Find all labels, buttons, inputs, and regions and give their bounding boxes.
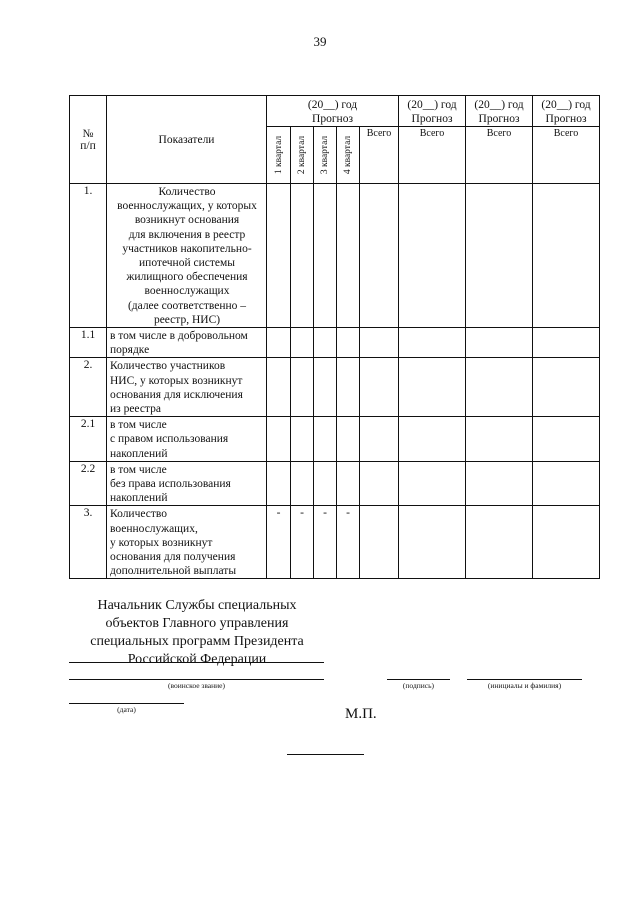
indicator-line: военнослужащих, у которых <box>117 200 257 213</box>
indicator-line: в том числе <box>110 463 167 476</box>
header-quarter-3 <box>314 127 337 184</box>
header-year-3 <box>466 96 533 127</box>
header-year-1 <box>267 96 399 127</box>
quarter-cell: - <box>291 506 314 579</box>
signature-underline <box>69 662 324 663</box>
table-row <box>70 358 600 417</box>
total-cell <box>466 358 533 417</box>
quarter-cell <box>314 417 337 462</box>
table-row <box>70 506 600 579</box>
total-cell <box>360 328 399 358</box>
header-num-line1: № <box>82 127 94 140</box>
indicator-line: для включения в реестр <box>128 228 246 241</box>
year-label: (20__) год <box>474 99 524 111</box>
signature-block <box>0 597 394 669</box>
indicator-line: основания для исключения <box>110 388 243 401</box>
total-cell <box>466 184 533 328</box>
total-cell <box>360 184 399 328</box>
table-row <box>70 184 600 328</box>
row-number: 2.1 <box>70 417 107 462</box>
forecast-table <box>69 95 600 579</box>
header-indicators: Показатели <box>107 96 267 184</box>
signature-line-field <box>387 679 450 680</box>
indicator-line: жилищного обеспечения <box>126 271 248 284</box>
row-indicator <box>107 184 267 328</box>
header-total-1: Всего <box>360 127 399 184</box>
total-cell <box>399 184 466 328</box>
quarter-cell <box>267 461 291 506</box>
header-year-2 <box>399 96 466 127</box>
forecast-label: Прогноз <box>478 113 520 125</box>
total-cell <box>399 358 466 417</box>
quarter-cell <box>267 184 291 328</box>
header-num-line2: п/п <box>80 139 96 152</box>
quarter-cell <box>291 328 314 358</box>
row-number: 1. <box>70 184 107 328</box>
total-cell <box>466 328 533 358</box>
total-cell <box>360 506 399 579</box>
indicator-line: реестр, НИС) <box>153 313 221 326</box>
stamp-label: М.П. <box>345 706 377 722</box>
total-cell <box>399 417 466 462</box>
quarter-cell <box>337 184 360 328</box>
quarter-cell <box>314 184 337 328</box>
quarter-cell <box>337 358 360 417</box>
quarter-cell <box>337 461 360 506</box>
quarter-cell <box>337 328 360 358</box>
row-indicator <box>107 358 267 417</box>
signature-caption: (подпись) <box>402 681 435 690</box>
signature-line: Российской Федерации <box>127 652 267 667</box>
total-cell <box>533 417 600 462</box>
indicator-line: накоплений <box>110 492 168 505</box>
quarter-cell <box>267 417 291 462</box>
indicator-line: без права использования <box>110 478 231 491</box>
quarter-cell <box>314 328 337 358</box>
rank-line <box>69 679 324 680</box>
total-cell <box>533 461 600 506</box>
indicator-line: из реестра <box>110 403 161 416</box>
quarter-cell <box>314 358 337 417</box>
indicator-line: накоплений <box>110 447 168 460</box>
total-cell <box>360 358 399 417</box>
quarter-label: 1 квартал <box>273 135 284 175</box>
name-caption: (инициалы и фамилия) <box>487 681 562 690</box>
quarter-cell: - <box>337 506 360 579</box>
total-cell <box>466 461 533 506</box>
indicator-line: у которых возникнут <box>110 536 213 549</box>
total-cell <box>399 328 466 358</box>
quarter-cell <box>291 461 314 506</box>
indicator-line: (далее соответственно – <box>127 299 247 312</box>
date-caption: (дата) <box>117 705 136 714</box>
total-cell <box>533 506 600 579</box>
indicator-line: возникнут основания <box>134 214 240 227</box>
indicator-line: с правом использования <box>110 433 229 446</box>
year-label: (20__) год <box>407 99 457 111</box>
quarter-cell <box>337 417 360 462</box>
header-total-4: Всего <box>533 127 600 184</box>
indicator-line: основания для получения <box>110 551 236 564</box>
forecast-label: Прогноз <box>411 113 453 125</box>
total-cell <box>360 417 399 462</box>
total-cell <box>466 417 533 462</box>
signature-line: специальных программ Президента <box>90 634 304 649</box>
indicator-line: ипотечной системы <box>139 257 235 270</box>
year-label: (20__) год <box>307 99 358 111</box>
quarter-cell <box>291 417 314 462</box>
total-cell <box>399 506 466 579</box>
row-number: 2. <box>70 358 107 417</box>
signature-line: объектов Главного управления <box>105 616 289 631</box>
table-row <box>70 461 600 506</box>
row-number: 1.1 <box>70 328 107 358</box>
signature-line: Начальник Службы специальных <box>97 598 297 613</box>
page-number: 39 <box>313 34 327 49</box>
header-num <box>70 96 107 184</box>
header-total-3: Всего <box>466 127 533 184</box>
indicator-line: НИС, у которых возникнут <box>110 374 243 387</box>
header-quarter-1 <box>267 127 291 184</box>
quarter-cell <box>267 358 291 417</box>
quarter-cell <box>314 461 337 506</box>
end-line <box>287 754 364 755</box>
row-number: 3. <box>70 506 107 579</box>
table-row <box>70 417 600 462</box>
quarter-cell <box>267 328 291 358</box>
date-line <box>69 703 184 704</box>
forecast-label: Прогноз <box>545 113 587 125</box>
quarter-cell <box>291 184 314 328</box>
year-label: (20__) год <box>541 99 591 111</box>
row-indicator <box>107 328 267 358</box>
quarter-label: 3 квартал <box>320 135 330 175</box>
indicator-line: участников накопительно- <box>122 242 252 255</box>
header-total-2: Всего <box>399 127 466 184</box>
indicator-line: военнослужащих, <box>110 522 198 535</box>
indicator-line: дополнительной выплаты <box>110 565 237 578</box>
total-cell <box>533 358 600 417</box>
quarter-label: 2 квартал <box>297 135 307 175</box>
indicator-line: в том числе в добровольном <box>110 330 248 343</box>
total-cell <box>533 328 600 358</box>
total-cell <box>399 461 466 506</box>
indicator-line: Количество <box>158 186 216 198</box>
forecast-label: Прогноз <box>312 113 353 125</box>
indicator-line: Количество участников <box>110 360 226 373</box>
rank-caption: (воинское звание) <box>168 681 225 690</box>
header-quarter-4 <box>337 127 360 184</box>
name-line <box>467 679 582 680</box>
total-cell <box>360 461 399 506</box>
total-cell <box>533 184 600 328</box>
indicator-line: военнослужащих <box>144 285 230 298</box>
table-row <box>70 328 600 358</box>
indicator-line: в том числе <box>110 419 167 432</box>
row-number: 2.2 <box>70 461 107 506</box>
quarter-cell: - <box>314 506 337 579</box>
row-indicator <box>107 417 267 462</box>
quarter-cell: - <box>267 506 291 579</box>
total-cell <box>466 506 533 579</box>
quarter-label: 4 квартал <box>343 135 353 175</box>
row-indicator <box>107 506 267 579</box>
row-indicator <box>107 461 267 506</box>
indicator-line: порядке <box>110 344 150 357</box>
header-year-4 <box>533 96 600 127</box>
header-quarter-2 <box>291 127 314 184</box>
quarter-cell <box>291 358 314 417</box>
indicator-line: Количество <box>110 508 167 521</box>
